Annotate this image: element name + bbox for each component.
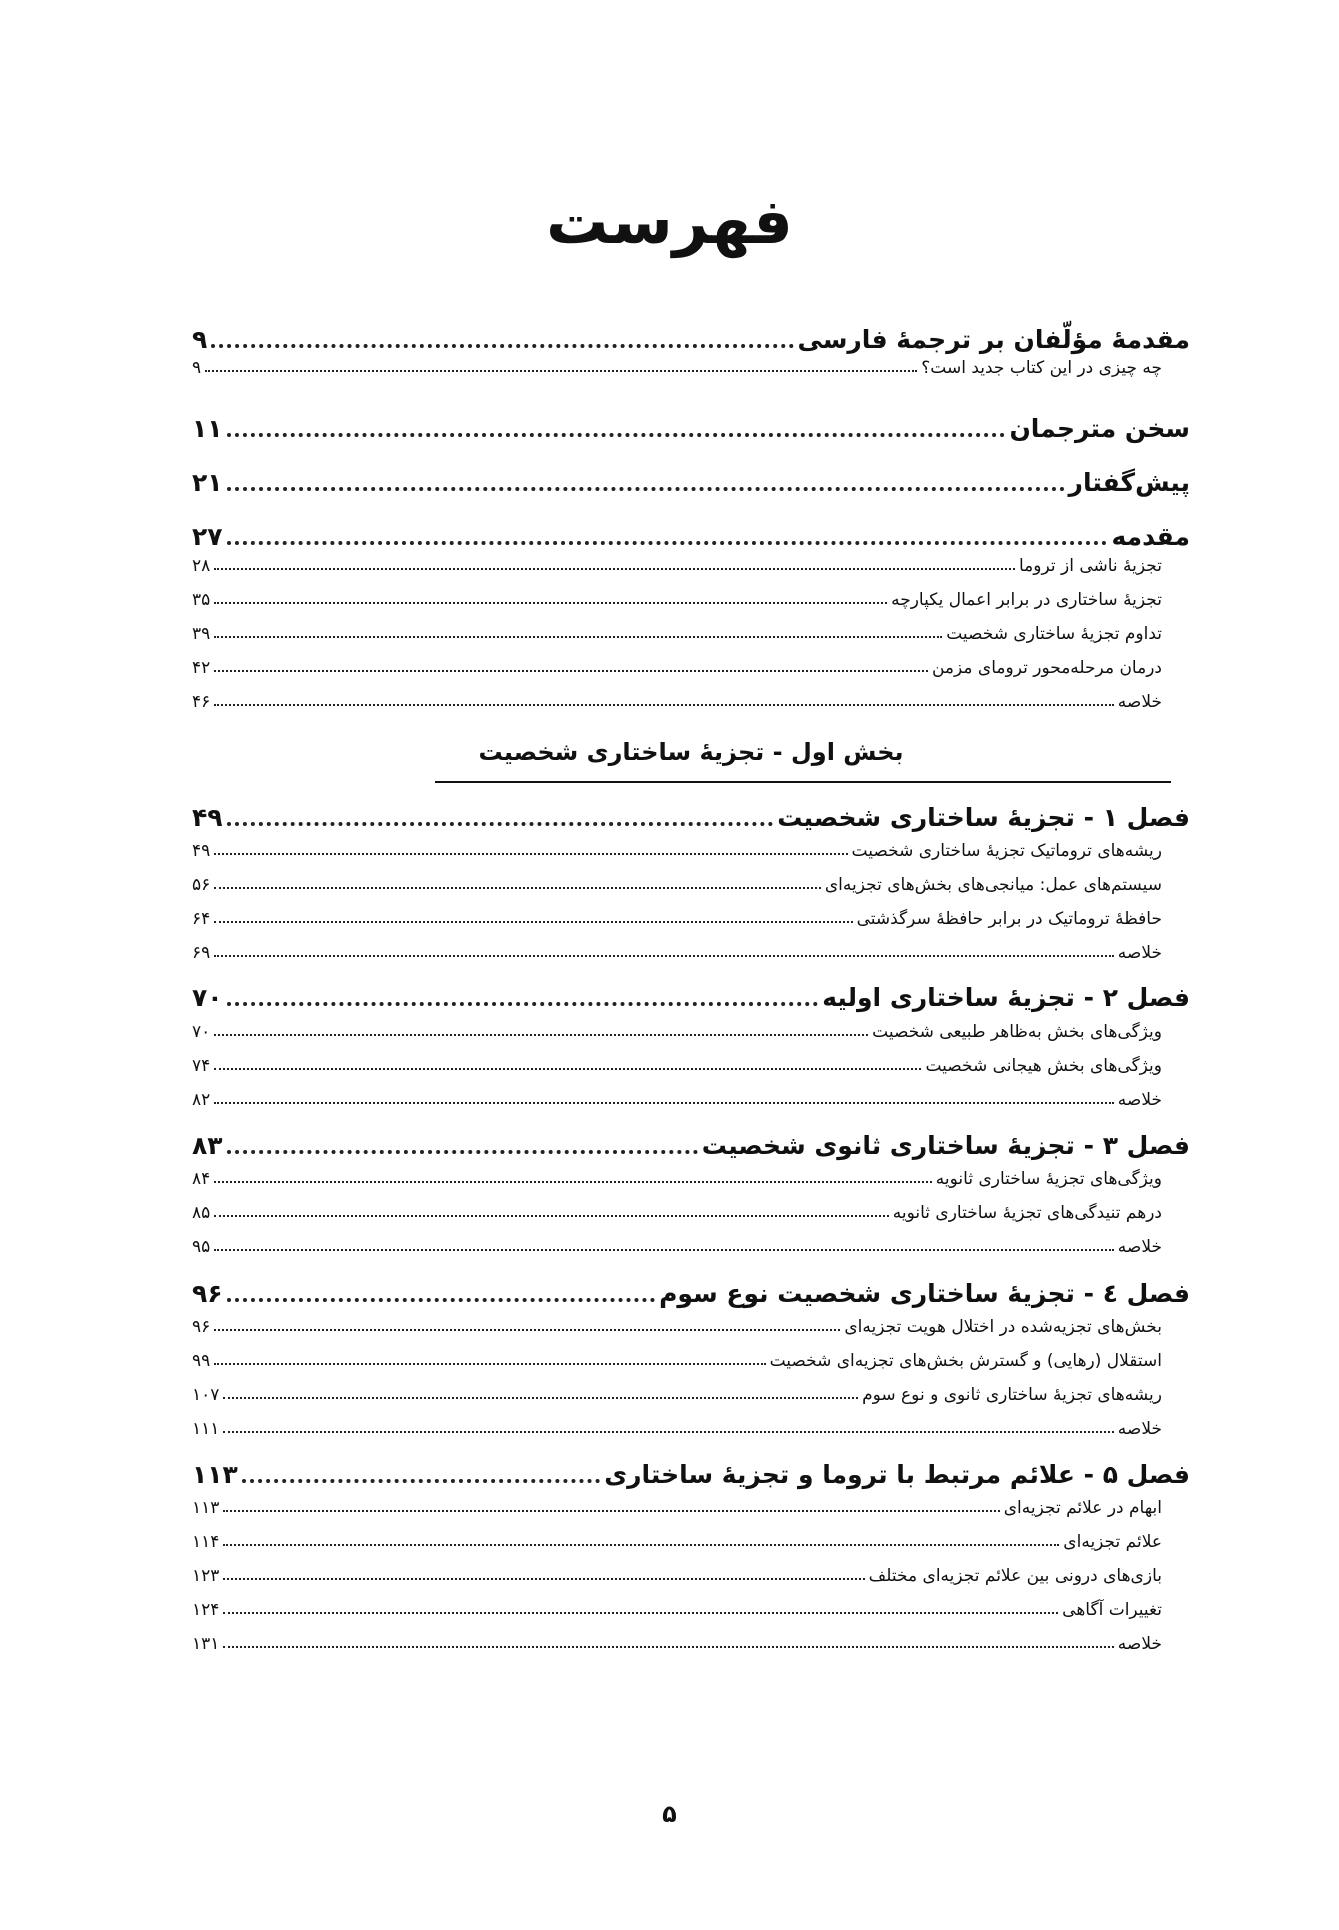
toc-heading-entry[interactable] [192, 517, 1190, 551]
toc-entry-page: ۸۲ [192, 1090, 211, 1110]
toc-sub-entry[interactable] [192, 869, 1190, 895]
toc-sub-entry[interactable] [192, 550, 1190, 576]
toc-heading-entry[interactable] [192, 320, 1190, 354]
page-number: ۵ [662, 1800, 677, 1828]
toc-entry-page: ۹۶ [192, 1279, 223, 1308]
toc-sub-entry[interactable] [192, 1594, 1190, 1620]
toc-entry-page: ۹۵ [192, 1237, 211, 1257]
toc-entry-page: ۲۸ [192, 556, 211, 576]
toc-entry-title: مقدمه [1111, 522, 1190, 551]
dot-leader [214, 1181, 932, 1183]
toc-entry-page: ۴۹ [192, 803, 223, 832]
toc-entry-title: مقدمهٔ مؤلّفان بر ترجمهٔ فارسی [797, 325, 1190, 354]
toc-entry-title: حافظهٔ تروماتیک در برابر حافظهٔ سرگذشتی [856, 909, 1162, 929]
toc-entry-title: تداوم تجزیهٔ ساختاری شخصیت [946, 624, 1162, 644]
toc-entry-title: بخش‌های تجزیه‌شده در اختلال هویت تجزیه‌ای [844, 1317, 1162, 1337]
toc-sub-entry[interactable] [192, 835, 1190, 861]
dot-leader [214, 955, 1114, 957]
toc-sub-entry[interactable] [192, 1311, 1190, 1337]
dot-leader [214, 1329, 840, 1331]
toc-entry-page: ۷۰ [192, 983, 223, 1012]
toc-entry-title: فصل ۵ - علائم مرتبط با تروما و تجزیهٔ ساختاری [604, 1460, 1190, 1489]
toc-sub-entry[interactable] [192, 1560, 1190, 1586]
toc-entry-page: ۴۹ [192, 841, 211, 861]
toc-entry-page: ۷۰ [192, 1022, 211, 1042]
dot-leader [223, 1612, 1058, 1614]
toc-entry-page: ۸۳ [192, 1131, 223, 1160]
dot-leader [223, 1578, 864, 1580]
toc-entry-title: پیش‌گفتار [1068, 468, 1190, 497]
toc-entry-page: ۱۱۳ [192, 1498, 220, 1518]
toc-entry-page: ۱۱ [192, 414, 223, 443]
toc-entry-page: ۲۷ [192, 522, 223, 551]
toc-entry-title: فصل ٤ - تجزیهٔ ساختاری شخصیت نوع سوم [659, 1279, 1190, 1308]
toc-sub-entry[interactable] [192, 1016, 1190, 1042]
toc-entry-title: تجزیهٔ ناشی از تروما [1018, 556, 1162, 576]
toc-entry-title: چه چیزی در این کتاب جدید است؟ [921, 358, 1162, 378]
toc-heading-entry[interactable] [192, 978, 1190, 1012]
toc-entry-title: تجزیهٔ ساختاری در برابر اعمال یکپارچه [891, 590, 1162, 610]
toc-sub-entry[interactable] [192, 1050, 1190, 1076]
dot-leader [223, 1544, 1059, 1546]
toc-sub-entry[interactable] [192, 1413, 1190, 1439]
toc-sub-entry[interactable] [192, 1492, 1190, 1518]
toc-entry-title: تغییرات آگاهی [1062, 1600, 1162, 1620]
dot-leader [214, 636, 942, 638]
part-title: بخش اول - تجزیهٔ ساختاری شخصیت [478, 738, 904, 766]
toc-sub-entry[interactable] [192, 1628, 1190, 1654]
toc-sub-entry[interactable] [192, 652, 1190, 678]
toc-entry-title: فصل ۱ - تجزیهٔ ساختاری شخصیت [777, 803, 1190, 832]
dot-leader [214, 921, 852, 923]
toc-entry-title: فصل ۲ - تجزیهٔ ساختاری اولیه [822, 983, 1190, 1012]
toc-entry-title: سیستم‌های عمل: میانجی‌های بخش‌های تجزیه‌ای [824, 875, 1162, 895]
toc-heading-entry[interactable] [192, 1455, 1190, 1489]
toc-entry-page: ۳۹ [192, 624, 211, 644]
toc-entry-title: ویژگی‌های بخش هیجانی شخصیت [925, 1056, 1162, 1076]
toc-entry-title: سخن مترجمان [1009, 414, 1190, 443]
dot-leader [214, 1102, 1114, 1104]
toc-heading-entry[interactable] [192, 1274, 1190, 1308]
toc-entry-page: ۷۴ [192, 1056, 211, 1076]
dot-leader [223, 1431, 1113, 1433]
dot-leader [211, 344, 793, 348]
toc-entry-page: ۱۲۳ [192, 1566, 220, 1586]
dot-leader [214, 853, 847, 855]
toc-entry-page: ۹۹ [192, 1351, 211, 1371]
dot-leader [223, 1397, 858, 1399]
toc-entry-title: خلاصه [1117, 1419, 1162, 1439]
toc-entry-page: ۱۱۱ [192, 1419, 220, 1439]
toc-entry-page: ۱۳۱ [192, 1634, 220, 1654]
toc-entry-page: ۴۲ [192, 658, 211, 678]
toc-entry-page: ۸۵ [192, 1203, 211, 1223]
toc-sub-entry[interactable] [192, 618, 1190, 644]
dot-leader [227, 487, 1065, 491]
dot-leader [214, 1068, 921, 1070]
toc-entry-page: ۲۱ [192, 468, 223, 497]
toc-sub-entry[interactable] [192, 1084, 1190, 1110]
toc-sub-entry[interactable] [192, 1526, 1190, 1552]
toc-entry-title: درمان مرحله‌محور ترومای مزمن [931, 658, 1162, 678]
toc-entry-title: خلاصه [1117, 692, 1162, 712]
toc-sub-entry[interactable] [192, 1345, 1190, 1371]
toc-entry-title: خلاصه [1117, 1090, 1162, 1110]
toc-entry-page: ۶۹ [192, 943, 211, 963]
dot-leader [214, 887, 821, 889]
toc-entry-page: ۱۱۳ [192, 1460, 238, 1489]
toc-sub-entry[interactable] [192, 1379, 1190, 1405]
dot-leader [227, 1298, 656, 1302]
toc-entry-page: ۱۰۷ [192, 1385, 220, 1405]
toc-entry-title: فصل ۳ - تجزیهٔ ساختاری ثانوی شخصیت [701, 1131, 1190, 1160]
toc-entry-title: درهم تنیدگی‌های تجزیهٔ ساختاری ثانویه [892, 1203, 1162, 1223]
toc-entry-page: ۱۱۴ [192, 1532, 220, 1552]
toc-entry-title: ویژگی‌های بخش به‌ظاهر طبیعی شخصیت [872, 1022, 1162, 1042]
toc-entry-title: خلاصه [1117, 1634, 1162, 1654]
dot-leader [227, 433, 1006, 437]
toc-sub-entry[interactable] [192, 1231, 1190, 1257]
toc-sub-entry[interactable] [192, 1197, 1190, 1223]
dot-leader [214, 568, 1015, 570]
toc-entry-page: ۹ [192, 325, 208, 354]
dot-leader [227, 1002, 819, 1006]
toc-entry-title: ریشه‌های تجزیهٔ ساختاری ثانوی و نوع سوم [862, 1385, 1162, 1405]
dot-leader [242, 1479, 600, 1483]
dot-leader [223, 1510, 999, 1512]
toc-sub-entry[interactable] [192, 937, 1190, 963]
dot-leader [227, 822, 774, 826]
toc-sub-entry[interactable] [192, 686, 1190, 712]
dot-leader [214, 602, 887, 604]
toc-entry-title: ابهام در علائم تجزیه‌ای [1003, 1498, 1162, 1518]
toc-heading-entry[interactable] [192, 463, 1190, 497]
toc-sub-entry[interactable] [192, 903, 1190, 929]
toc-sub-entry[interactable] [192, 1163, 1190, 1189]
toc-entry-page: ۸۴ [192, 1169, 211, 1189]
toc-entry-page: ۵۶ [192, 875, 211, 895]
toc-entry-page: ۴۶ [192, 692, 211, 712]
dot-leader [214, 704, 1114, 706]
toc-entry-title: استقلال (رهایی) و گسترش بخش‌های تجزیه‌ای شخصیت [769, 1351, 1162, 1371]
toc-entry-title: علائم تجزیه‌ای [1063, 1532, 1162, 1552]
toc-entry-page: ۱۲۴ [192, 1600, 220, 1620]
dot-leader [227, 541, 1108, 545]
toc-entry-page: ۹۶ [192, 1317, 211, 1337]
toc-heading-entry[interactable] [192, 798, 1190, 832]
toc-heading-entry[interactable] [192, 1126, 1190, 1160]
toc-heading-entry[interactable] [192, 409, 1190, 443]
toc-entry-page: ۹ [192, 358, 202, 378]
page-title: فهرست [546, 185, 793, 258]
toc-entry-title: خلاصه [1117, 943, 1162, 963]
toc-entry-page: ۳۵ [192, 590, 211, 610]
toc-entry-title: ویژگی‌های تجزیهٔ ساختاری ثانویه [935, 1169, 1162, 1189]
dot-leader [214, 1034, 868, 1036]
toc-entry-title: بازی‌های درونی بین علائم تجزیه‌ای مختلف [868, 1566, 1162, 1586]
dot-leader [214, 1363, 765, 1365]
toc-entry-title: خلاصه [1117, 1237, 1162, 1257]
dot-leader [205, 370, 917, 372]
dot-leader [223, 1646, 1113, 1648]
part-title-underline [435, 781, 1171, 783]
toc-entry-title: ریشه‌های تروماتیک تجزیهٔ ساختاری شخصیت [851, 841, 1162, 861]
toc-sub-entry[interactable] [192, 584, 1190, 610]
dot-leader [214, 1249, 1114, 1251]
toc-entry-page: ۶۴ [192, 909, 211, 929]
toc-sub-entry[interactable] [192, 352, 1190, 378]
dot-leader [227, 1150, 698, 1154]
dot-leader [214, 670, 928, 672]
dot-leader [214, 1215, 888, 1217]
